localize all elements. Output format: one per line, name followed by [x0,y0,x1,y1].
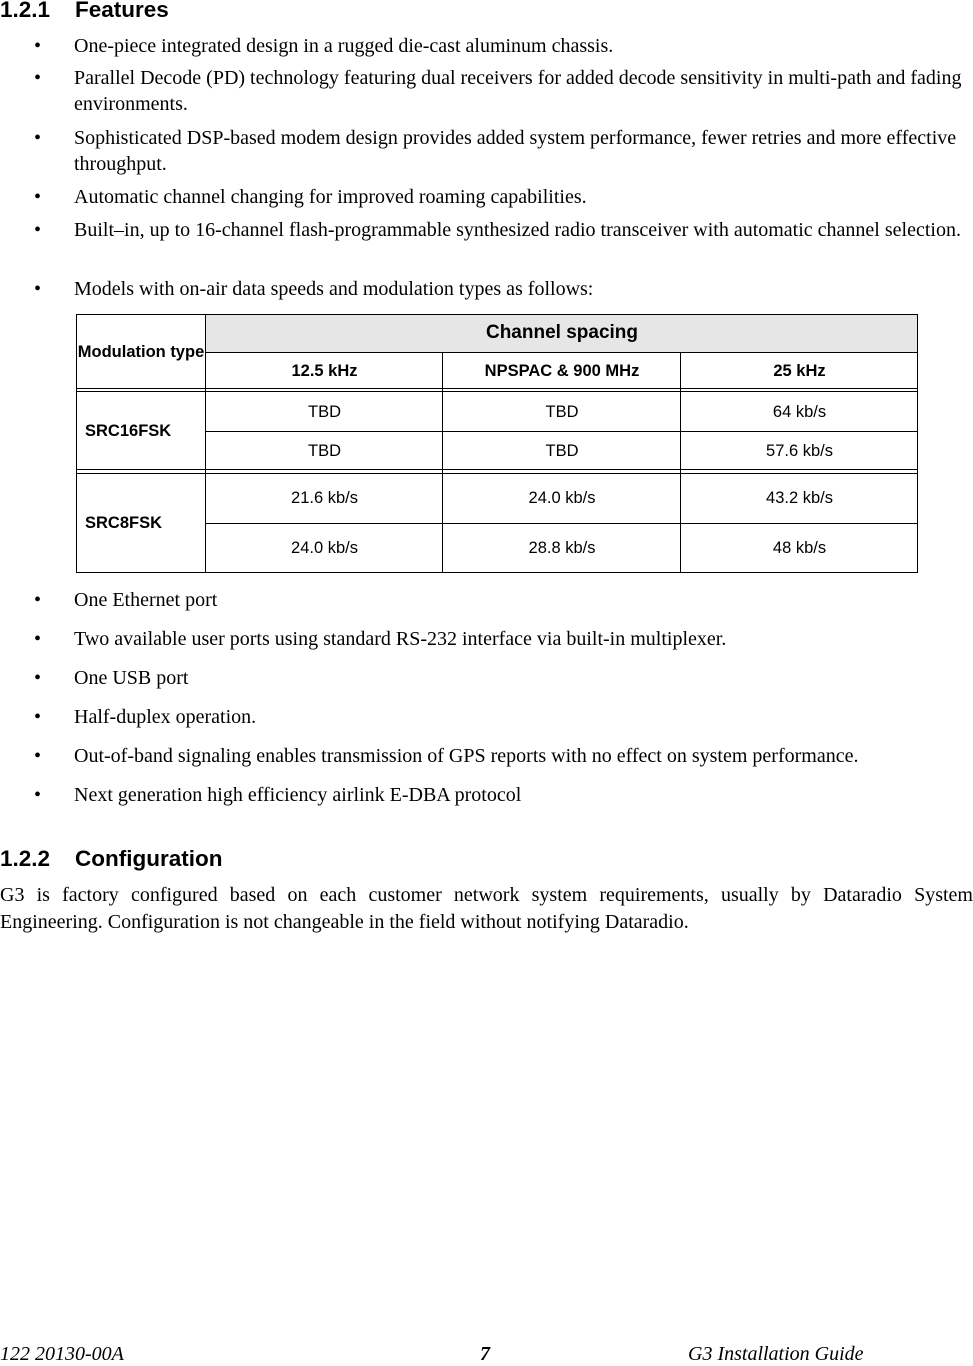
header-npspac-900: NPSPAC & 900 MHz [484,361,640,380]
bullet-icon: • [34,67,42,89]
list-item-text: Models with on-air data speeds and modulation types as follows: [74,278,594,300]
list-item-text: Automatic channel changing for improved roaming capabilities. [74,186,587,208]
table-cell: 48 kb/s [772,538,827,557]
table-cell: 43.2 kb/s [766,489,833,507]
bullet-icon: • [34,35,42,57]
header-modulation-type: Modulation type [77,342,205,361]
list-item-text: One Ethernet port [74,589,218,611]
list-item-text: One USB port [74,667,189,689]
section-heading-features [0,0,169,23]
list-item-text: Next generation high efficiency airlink E-DBA protocol [74,784,522,806]
table-cell: 21.6 kb/s [291,489,358,507]
list-item-text: Out-of-band signaling enables transmission of GPS reports with no effect on system performance. [74,745,859,767]
list-item-text: Built–in, up to 16-channel flash-programmable synthesized radio transceiver with automatic channel selection. [74,219,961,241]
section-title: Features [75,0,169,22]
section-number: 1.2.1 [0,0,51,22]
data-speed-table [76,314,918,573]
table-cell: 24.0 kb/s [528,489,596,507]
footer-doc-title: G3 Installation Guide [688,1343,864,1365]
list-item-text: Half-duplex operation. [74,706,257,728]
list-item-text: Two available user ports using standard RS-232 interface via built-in multiplexer. [74,628,727,650]
footer-doc-number: 122 20130-00A [0,1343,124,1365]
table-cell: 57.6 kb/s [766,441,833,460]
section-title: Configuration [75,846,223,871]
bullet-icon: • [34,706,42,728]
table-cell: 24.0 kb/s [291,538,358,557]
table-cell: 64 kb/s [772,402,827,421]
table-cell: TBD [545,441,579,460]
header-25-khz: 25 kHz [773,361,826,380]
footer-page-number: 7 [480,1343,490,1365]
row-label-src16fsk: SRC16FSK [85,421,172,440]
bullet-icon: • [34,589,42,611]
section-heading-configuration [0,846,222,872]
table-cell: TBD [545,402,579,421]
bullet-icon: • [34,784,42,806]
bullet-icon: • [34,127,42,149]
configuration-paragraph: G3 is factory configured based on each customer network system requirements, usually by Dataradio System Engineering. Configuration is not changeable in the field without notifying Dataradio. [0,884,973,933]
section-number: 1.2.2 [0,846,51,871]
table-border [76,572,918,573]
header-channel-spacing: Channel spacing [485,322,639,343]
list-item-text: One-piece integrated design in a rugged die-cast aluminum chassis. [74,35,614,57]
table-cell: TBD [308,402,341,421]
list-item-text: Parallel Decode (PD) technology featuring dual receivers for added decode sensitivity in multi-path and fading environments. [74,67,962,115]
bullet-icon: • [34,667,42,689]
table-cell: 28.8 kb/s [528,538,596,557]
header-12-5-khz: 12.5 kHz [291,361,358,380]
table-cell: TBD [308,441,341,460]
row-label-src8fsk: SRC8FSK [85,513,163,532]
bullet-icon: • [34,186,42,208]
bullet-icon: • [34,278,42,300]
bullet-icon: • [34,745,42,767]
list-item-text: Sophisticated DSP-based modem design provides added system performance, fewer retries and more effective throughput. [74,127,957,175]
bullet-icon: • [34,628,42,650]
bullet-icon: • [34,219,42,241]
